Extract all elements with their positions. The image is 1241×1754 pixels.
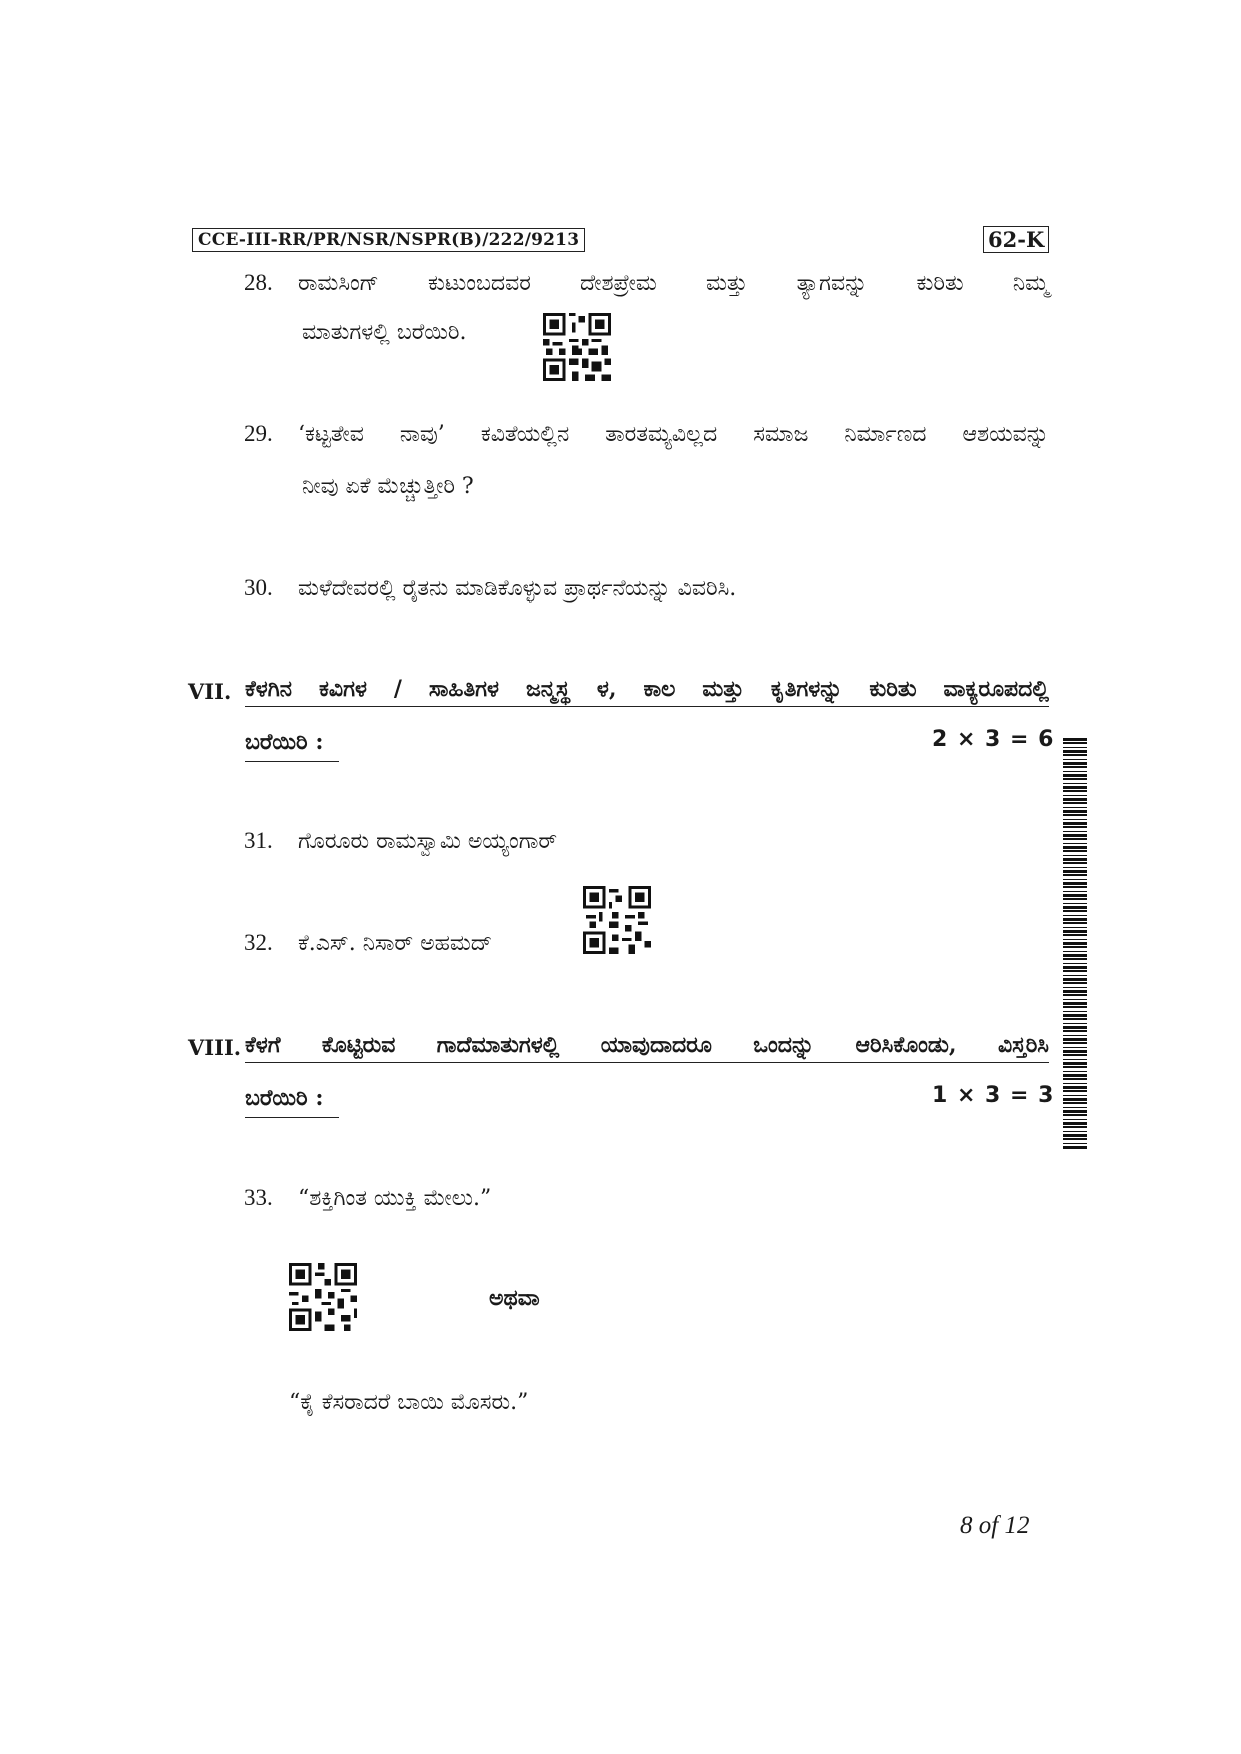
section-instruction: ಕೆಳಗೆ ಕೊಟ್ಟಿರುವ ಗಾದೆಮಾತುಗಳಲ್ಲಿ ಯಾವುದಾದರೂ ಒಂದನ್ನು ಆರಿಸಿಕೊಂಡು, ವಿಸ್ತರಿಸಿ	[245, 1030, 1049, 1063]
qr-code-icon	[543, 313, 611, 381]
question-text: ಗೊರೂರು ರಾಮಸ್ವಾಮಿ ಅಯ್ಯಂಗಾರ್	[298, 829, 558, 854]
question-number: 30.	[244, 575, 273, 600]
section-vii-marks: 2 × 3 = 6	[932, 727, 1055, 752]
question-32	[244, 928, 492, 959]
paper-code: 62-K	[983, 226, 1049, 253]
question-text: ಮಳೆದೇವರಲ್ಲಿ ರೈತನು ಮಾಡಿಕೊಳ್ಳುವ ಪ್ರಾರ್ಥನೆಯನ್ನು ವಿವರಿಸಿ.	[298, 576, 737, 601]
question-text: ‘ಕಟ್ಟತೇವ ನಾವು’ ಕವಿತೆಯಲ್ಲಿನ ತಾರತಮ್ಯವಿಲ್ಲದ ಸಮಾಜ ನಿರ್ಮಾಣದ ಆಶಯವನ್ನು	[298, 422, 1049, 447]
question-number: 32.	[244, 930, 273, 955]
question-29-line2: ನೀವು ಏಕೆ ಮೆಚ್ಚುತ್ತೀರಿ ?	[302, 474, 474, 499]
question-29	[244, 419, 1049, 450]
section-viii-write: ಬರೆಯಿರಿ :	[245, 1083, 339, 1118]
question-number: 28.	[244, 270, 273, 295]
page-number: 8 of 12	[960, 1512, 1030, 1539]
qr-code-icon	[583, 886, 651, 954]
section-number: VIII.	[188, 1035, 242, 1060]
section-number: VII.	[188, 679, 232, 704]
question-28	[244, 268, 1049, 299]
question-33-alternative: “ಕೈ ಕೆಸರಾದರೆ ಬಾಯಿ ಮೊಸರು.”	[289, 1390, 529, 1415]
or-label: ಅಥವಾ	[489, 1285, 540, 1311]
question-text: ಕೆ.ಎಸ್. ನಿಸಾರ್ ಅಹಮದ್	[298, 931, 493, 956]
section-vii-write: ಬರೆಯಿರಿ :	[245, 727, 339, 762]
question-number: 33.	[244, 1185, 273, 1210]
qr-code-icon	[289, 1263, 357, 1331]
question-33	[244, 1183, 491, 1214]
section-viii-marks: 1 × 3 = 3	[932, 1083, 1055, 1108]
barcode-icon	[1063, 738, 1087, 1150]
section-instruction: ಕೆಳಗಿನ ಕವಿಗಳ / ಸಾಹಿತಿಗಳ ಜನ್ಮಸ್ಥ ಳ, ಕಾಲ ಮತ್ತು ಕೃತಿಗಳನ್ನು ಕುರಿತು ವಾಕ್ಯರೂಪದಲ್ಲಿ	[245, 674, 1049, 707]
question-text: “ಶಕ್ತಿಗಿಂತ ಯುಕ್ತಿ ಮೇಲು.”	[298, 1186, 492, 1211]
question-28-line2: ಮಾತುಗಳಲ್ಲಿ ಬರೆಯಿರಿ.	[302, 320, 467, 345]
question-30	[244, 573, 736, 604]
section-vii-heading	[188, 674, 1049, 707]
exam-code: CCE-III-RR/PR/NSR/NSPR(B)/222/9213	[192, 228, 585, 252]
question-number: 31.	[244, 828, 273, 853]
section-viii-heading	[188, 1030, 1049, 1063]
question-31	[244, 826, 557, 857]
question-number: 29.	[244, 421, 273, 446]
question-text: ರಾಮಸಿಂಗ್ ಕುಟುಂಬದವರ ದೇಶಪ್ರೇಮ ಮತ್ತು ತ್ಯಾಗವನ್ನು ಕುರಿತು ನಿಮ್ಮ	[298, 271, 1049, 296]
